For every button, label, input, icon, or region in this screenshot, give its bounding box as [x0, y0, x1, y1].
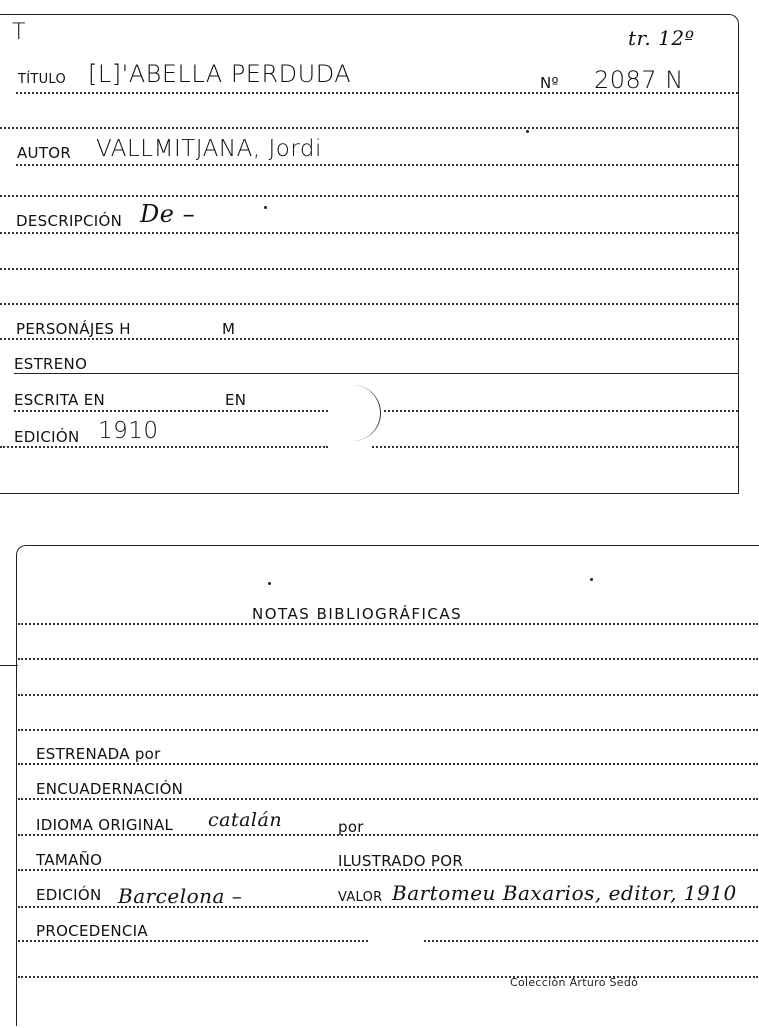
- premiere-line: [14, 373, 738, 374]
- speck: [590, 578, 593, 581]
- title-label: TÍTULO: [18, 72, 67, 87]
- original-language-line: [18, 834, 758, 836]
- size-line: [18, 869, 758, 871]
- written-en-label: EN: [225, 391, 247, 409]
- description-value: De –: [140, 200, 196, 228]
- speck: [268, 582, 271, 585]
- author-label: AUTOR: [17, 144, 72, 162]
- edition2-label: EDICIÓN: [36, 886, 102, 904]
- illustrated-label: ILUSTRADO POR: [338, 852, 464, 870]
- notes-heading: NOTAS BIBLIOGRÁFICAS: [252, 605, 463, 623]
- notes-line-1: [18, 623, 758, 625]
- collection-footer: Colección Arturo Sedó: [510, 976, 639, 989]
- original-language-label: IDIOMA ORIGINAL: [36, 816, 174, 834]
- blank-line-1: [0, 127, 738, 129]
- written-line-right: [384, 410, 738, 412]
- blank-line-2: [0, 195, 738, 197]
- blank-line-3: [0, 268, 738, 270]
- characters-line: [0, 338, 738, 340]
- title-line: [16, 92, 738, 94]
- premiered-by-line: [18, 763, 758, 765]
- provenance-line-left: [18, 940, 368, 942]
- blank-line-4: [0, 303, 738, 305]
- bottom-line: [18, 976, 758, 978]
- binding-line: [18, 798, 758, 800]
- written-line-left: [14, 410, 328, 412]
- edition-line-right: [372, 446, 738, 448]
- binding-label: ENCUADERNACIÓN: [36, 780, 184, 798]
- written-label: ESCRITA EN: [14, 391, 106, 409]
- corner-letter: T: [12, 20, 26, 45]
- premiere-label: ESTRENO: [14, 355, 88, 373]
- number-value: 2087 N: [594, 66, 684, 94]
- number-label: Nº: [540, 74, 559, 92]
- notes-line-4: [18, 729, 758, 731]
- author-value: VALLMITJANA, Jordi: [96, 136, 322, 162]
- speck: [526, 130, 529, 133]
- edition2-line: [18, 906, 758, 908]
- edition-line-left: [0, 446, 328, 448]
- value-label: VALOR: [338, 890, 383, 905]
- top-right-note: tr. 12º: [628, 26, 695, 50]
- provenance-label: PROCEDENCIA: [36, 922, 148, 940]
- por-label: por: [338, 818, 364, 836]
- edition-label: EDICIÓN: [14, 428, 80, 446]
- author-line: [16, 164, 738, 166]
- notes-line-2: [18, 658, 758, 660]
- description-label: DESCRIPCIÓN: [16, 212, 123, 230]
- size-label: TAMAÑO: [36, 851, 103, 869]
- characters-m-label: M: [222, 320, 236, 338]
- description-line: [0, 232, 738, 234]
- original-language-value: catalán: [208, 809, 283, 831]
- notes-line-3: [18, 694, 758, 696]
- edition2-value: Barcelona –: [118, 884, 243, 908]
- edition-value: 1910: [98, 418, 159, 444]
- speck: [264, 206, 267, 209]
- title-value: [L]'ABELLA PERDUDA: [88, 60, 352, 88]
- premiered-by-label: ESTRENADA por: [36, 745, 161, 763]
- provenance-line-right: [424, 940, 758, 942]
- edge-tick: [0, 665, 18, 666]
- characters-label: PERSONÁJES H: [16, 320, 131, 338]
- value-value: Bartomeu Baxarios, editor, 1910: [392, 881, 737, 905]
